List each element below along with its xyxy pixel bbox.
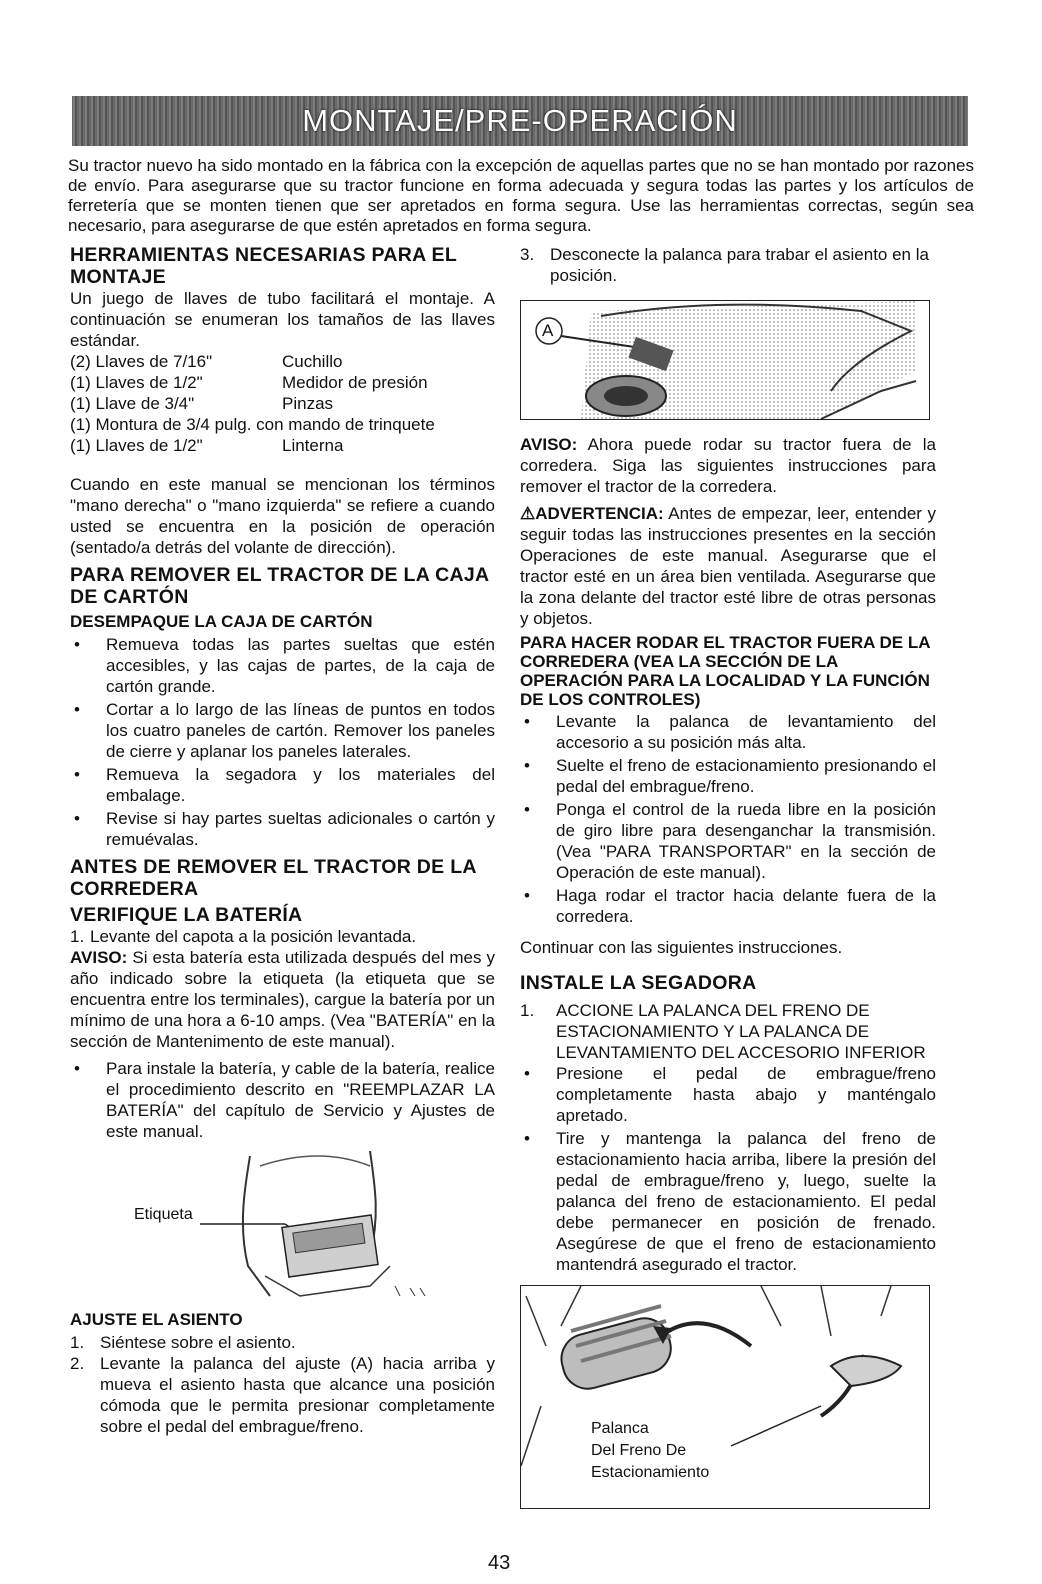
tool-item: Cuchillo	[282, 352, 343, 371]
list-item: • Presione el pedal de embrague/freno completamente hasta abajo y manténgalo apretado.	[520, 1063, 936, 1126]
list-item: • Tire y mantenga la palanca del freno de estacionamiento hacia arriba, libere la presión del pedal de embrague/freno y, luego, suelte la palanca del freno de estacionamiento. El pedal debe permanecer en posición de frenado. Asegúrese de que el freno de estacionamiento mantendrá asegurado el tractor.	[520, 1128, 936, 1275]
heading-seat: AJUSTE EL ASIENTO	[70, 1310, 243, 1329]
tool-item: (1) Llave de 3/4"	[70, 394, 195, 413]
list-item: • Cortar a lo largo de las líneas de puntos en todos los cuatro paneles de cartón. Remover los paneles de cierre y aplanar los paneles laterales.	[70, 699, 495, 762]
tool-item: (2) Llaves de 7/16"	[70, 352, 213, 371]
right-column	[520, 244, 936, 1509]
tool-item: (1) Montura de 3/4 pulg. con mando de trinquete	[70, 415, 435, 434]
step-text: Levante la palanca del ajuste (A) hacia arriba y mueva el asiento hasta que alcance una posición cómoda que le permita presionar completamente sobre el pedal del embrague/freno.	[100, 1354, 495, 1436]
section-title: MONTAJE/PRE-OPERACIÓN	[302, 103, 738, 138]
seat-steps	[70, 1332, 495, 1437]
tool-item: (1) Llaves de 1/2"	[70, 436, 203, 455]
heading-roll: PARA HACER RODAR EL TRACTOR FUERA DE LA CORREDERA (VEA LA SECCIÓN DE LA OPERACIÓN PARA LA LOCALIDAD Y LA FUNCIÓN DE LOS CONTROLES)	[520, 633, 930, 709]
warning-label: ADVERTENCIA:	[535, 504, 664, 523]
battery-bullets	[70, 1058, 495, 1142]
list-item: • Revise si hay partes sueltas adicionales o cartón y remuévalas.	[70, 808, 495, 850]
warning-text: Antes de empezar, leer, entender y seguir todas las instrucciones presentes en la sección Operaciones de este manual. Asegurarse que el tractor esté en un área bien ventilada. Asegurarse que la zona delante del tractor esté libre de otras personas y objetos.	[520, 504, 936, 628]
tools-intro: Un juego de llaves de tubo facilitará el montaje. A continuación se enumeran los tamaños de las llaves estándar.	[70, 289, 495, 350]
heading-mower: INSTALE LA SEGADORA	[520, 972, 757, 994]
step-text: Siéntese sobre el asiento.	[100, 1333, 296, 1352]
step-text: Levante del capota a la posición levantada.	[90, 927, 417, 946]
tool-item: Linterna	[282, 436, 344, 455]
intro-paragraph: Su tractor nuevo ha sido montado en la fábrica con la excepción de aquellas partes que no se han montado por razones de envío. Para asegurarse que su tractor funcione en forma adecuada y segura todas las partes y los artículos de ferretería que se monten tienen que ser apretados en forma segura. Use las herramientas correctas, según sea necesario, para asegurarse de que estén apretados en forma segura.	[68, 156, 974, 235]
heading-battery: VERIFIQUE LA BATERÍA	[70, 904, 303, 926]
aviso-text: Si esta batería esta utilizada después del mes y año indicado sobre la etiqueta (la etiqueta que se encuentra entre los terminales), cargue la batería por un mínimo de una hora a 6-10 amps. (Vea "BATERÍA" en la sección de Mantenimento de este manual).	[70, 948, 495, 1051]
seat-steps-continued	[520, 244, 936, 286]
figure-label-etiqueta: Etiqueta	[134, 1206, 193, 1223]
section-banner	[72, 96, 968, 146]
aviso-text: Ahora puede rodar su tractor fuera de la corredera. Siga las siguientes instrucciones para remover el tractor de la corredera.	[520, 435, 936, 496]
aviso-label: AVISO:	[520, 435, 578, 454]
heading-unpack: DESEMPAQUE LA CAJA DE CARTÓN	[70, 612, 373, 631]
list-item: 1. ACCIONE LA PALANCA DEL FRENO DE ESTACIONAMIENTO Y LA PALANCA DE LEVANTAMIENTO DEL ACCESORIO INFERIOR	[520, 1001, 926, 1062]
tool-row	[70, 351, 495, 372]
figure-label-a: A	[542, 321, 554, 340]
unpack-list	[70, 634, 495, 850]
heading-before-remove: ANTES DE REMOVER EL TRACTOR DE LA CORREDERA	[70, 856, 477, 900]
list-item: • Suelte el freno de estacionamiento presionando el pedal del embrague/freno.	[520, 755, 936, 797]
mower-bullets	[520, 1063, 936, 1275]
heading-remove-tractor: PARA REMOVER EL TRACTOR DE LA CAJA DE CARTÓN	[70, 564, 489, 608]
tool-item: Medidor de presión	[282, 373, 428, 392]
tool-item: Pinzas	[282, 394, 334, 413]
tool-row	[70, 372, 495, 393]
battery-illustration	[70, 1146, 495, 1306]
roll-list	[520, 711, 936, 927]
list-item: • Remueva la segadora y los materiales del embalage.	[70, 764, 495, 806]
hand-note: Cuando en este manual se mencionan los términos "mano derecha" o "mano izquierda" se refiere a cuando usted se encuentra en la posición de operación (sentado/a detrás del volante de dirección).	[70, 475, 495, 557]
list-item: 2. Levante la palanca del ajuste (A) hacia arriba y mueva el asiento hasta que alcance una posición cómoda que le permita presionar completamente sobre el pedal del embrague/freno.	[70, 1354, 495, 1436]
figure-label-palanca: Palanca	[591, 1420, 649, 1437]
battery-figure	[70, 1146, 495, 1306]
battery-aviso	[70, 947, 495, 1052]
list-item: • Levante la palanca de levantamiento del accesorio a su posición más alta.	[520, 711, 936, 753]
list-item: 1. Levante del capota a la posición levantada.	[70, 927, 417, 946]
seat-illustration	[521, 301, 929, 419]
continue-text: Continuar con las siguientes instrucciones.	[520, 938, 843, 957]
step-text: Desconecte la palanca para trabar el asiento en la posición.	[550, 245, 929, 285]
battery-steps	[70, 926, 495, 947]
list-item: • Ponga el control de la rueda libre en la posición de giro libre para desenganchar la transmisión. (Vea "PARA TRANSPORTAR" en la sección de Operación de este manual).	[520, 799, 936, 883]
roll-aviso	[520, 434, 936, 497]
aviso-label: AVISO:	[70, 948, 128, 967]
list-item: 3. Desconecte la palanca para trabar el asiento en la posición.	[520, 245, 929, 285]
page-number: 43	[488, 1552, 511, 1574]
figure-label-estacionamiento: Estacionamiento	[591, 1464, 710, 1481]
mower-steps	[520, 1000, 936, 1063]
parking-brake-illustration	[521, 1286, 929, 1508]
heading-tools: HERRAMIENTAS NECESARIAS PARA EL MONTAJE	[70, 244, 457, 288]
list-item: • Haga rodar el tractor hacia delante fuera de la corredera.	[520, 885, 936, 927]
figure-label-freno: Del Freno De	[591, 1442, 687, 1459]
tool-row	[70, 414, 495, 435]
tools-list	[70, 351, 495, 456]
tool-item: (1) Llaves de 1/2"	[70, 373, 203, 392]
list-item: • Para instale la batería, y cable de la batería, realice el procedimiento descrito en "REEMPLAZAR LA BATERÍA" del capítulo de Servicio y Ajustes de este manual.	[70, 1058, 495, 1142]
step-text: ACCIONE LA PALANCA DEL FRENO DE ESTACIONAMIENTO Y LA PALANCA DE LEVANTAMIENTO DEL ACCESORIO INFERIOR	[556, 1001, 926, 1062]
list-item: 1. Siéntese sobre el asiento.	[70, 1333, 296, 1352]
list-item: • Remueva todas las partes sueltas que estén accesibles, y las cajas de partes, de la caja de cartón grande.	[70, 634, 495, 697]
tool-row	[70, 435, 495, 456]
warning-icon: ⚠	[520, 504, 536, 523]
warning-paragraph	[520, 503, 936, 629]
seat-figure	[520, 300, 930, 420]
tool-row	[70, 393, 495, 414]
parking-brake-figure	[520, 1285, 930, 1509]
left-column	[70, 244, 495, 1437]
